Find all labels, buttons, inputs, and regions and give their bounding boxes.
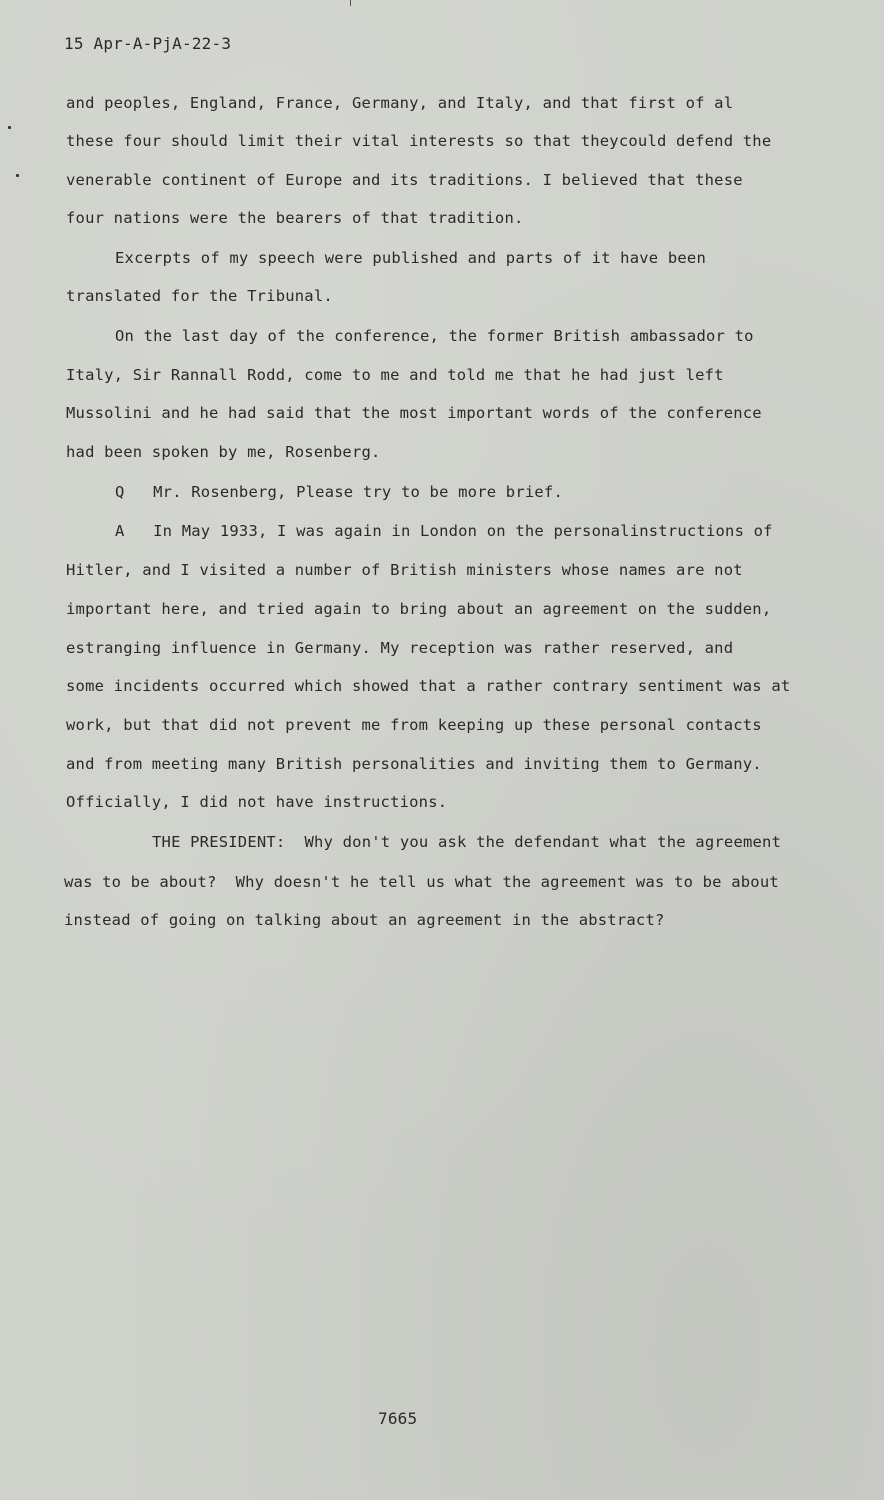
text-line: Officially, I did not have instructions. xyxy=(66,793,448,811)
text-line: these four should limit their vital interests so that theycould defend the xyxy=(66,132,772,150)
question-line: Q Mr. Rosenberg, Please try to be more brief. xyxy=(115,483,563,501)
margin-mark-2 xyxy=(16,174,19,177)
text-line: and from meeting many British personalities and inviting them to Germany. xyxy=(66,755,762,773)
text-line: and peoples, England, France, Germany, and Italy, and that first of al xyxy=(66,94,734,112)
text-line: four nations were the bearers of that tradition. xyxy=(66,209,524,227)
text-line: instead of going on talking about an agreement in the abstract? xyxy=(64,911,665,929)
text-line: estranging influence in Germany. My reception was rather reserved, and xyxy=(66,639,734,657)
president-line: THE PRESIDENT: Why don't you ask the defendant what the agreement xyxy=(152,833,782,851)
text-line: Hitler, and I visited a number of British ministers whose names are not xyxy=(66,561,743,579)
text-line: translated for the Tribunal. xyxy=(66,287,333,305)
top-edge-mark xyxy=(350,0,351,6)
answer-line: A In May 1933, I was again in London on the personalinstructions of xyxy=(115,522,773,540)
text-line: On the last day of the conference, the former British ambassador to xyxy=(115,327,754,345)
page-number: 7665 xyxy=(378,1409,418,1428)
text-line: Italy, Sir Rannall Rodd, come to me and told me that he had just left xyxy=(66,366,724,384)
text-line: had been spoken by me, Rosenberg. xyxy=(66,443,381,461)
text-line: work, but that did not prevent me from keeping up these personal contacts xyxy=(66,716,762,734)
text-line: venerable continent of Europe and its traditions. I believed that these xyxy=(66,171,743,189)
text-line: important here, and tried again to bring about an agreement on the sudden, xyxy=(66,600,772,618)
text-line: some incidents occurred which showed that a rather contrary sentiment was at xyxy=(66,677,791,695)
margin-mark-1 xyxy=(8,126,11,129)
text-line: Excerpts of my speech were published and parts of it have been xyxy=(115,249,706,267)
text-line: Mussolini and he had said that the most important words of the conference xyxy=(66,404,762,422)
page-header: 15 Apr-A-PjA-22-3 xyxy=(64,34,232,53)
text-line: was to be about? Why doesn't he tell us what the agreement was to be about xyxy=(64,873,779,891)
